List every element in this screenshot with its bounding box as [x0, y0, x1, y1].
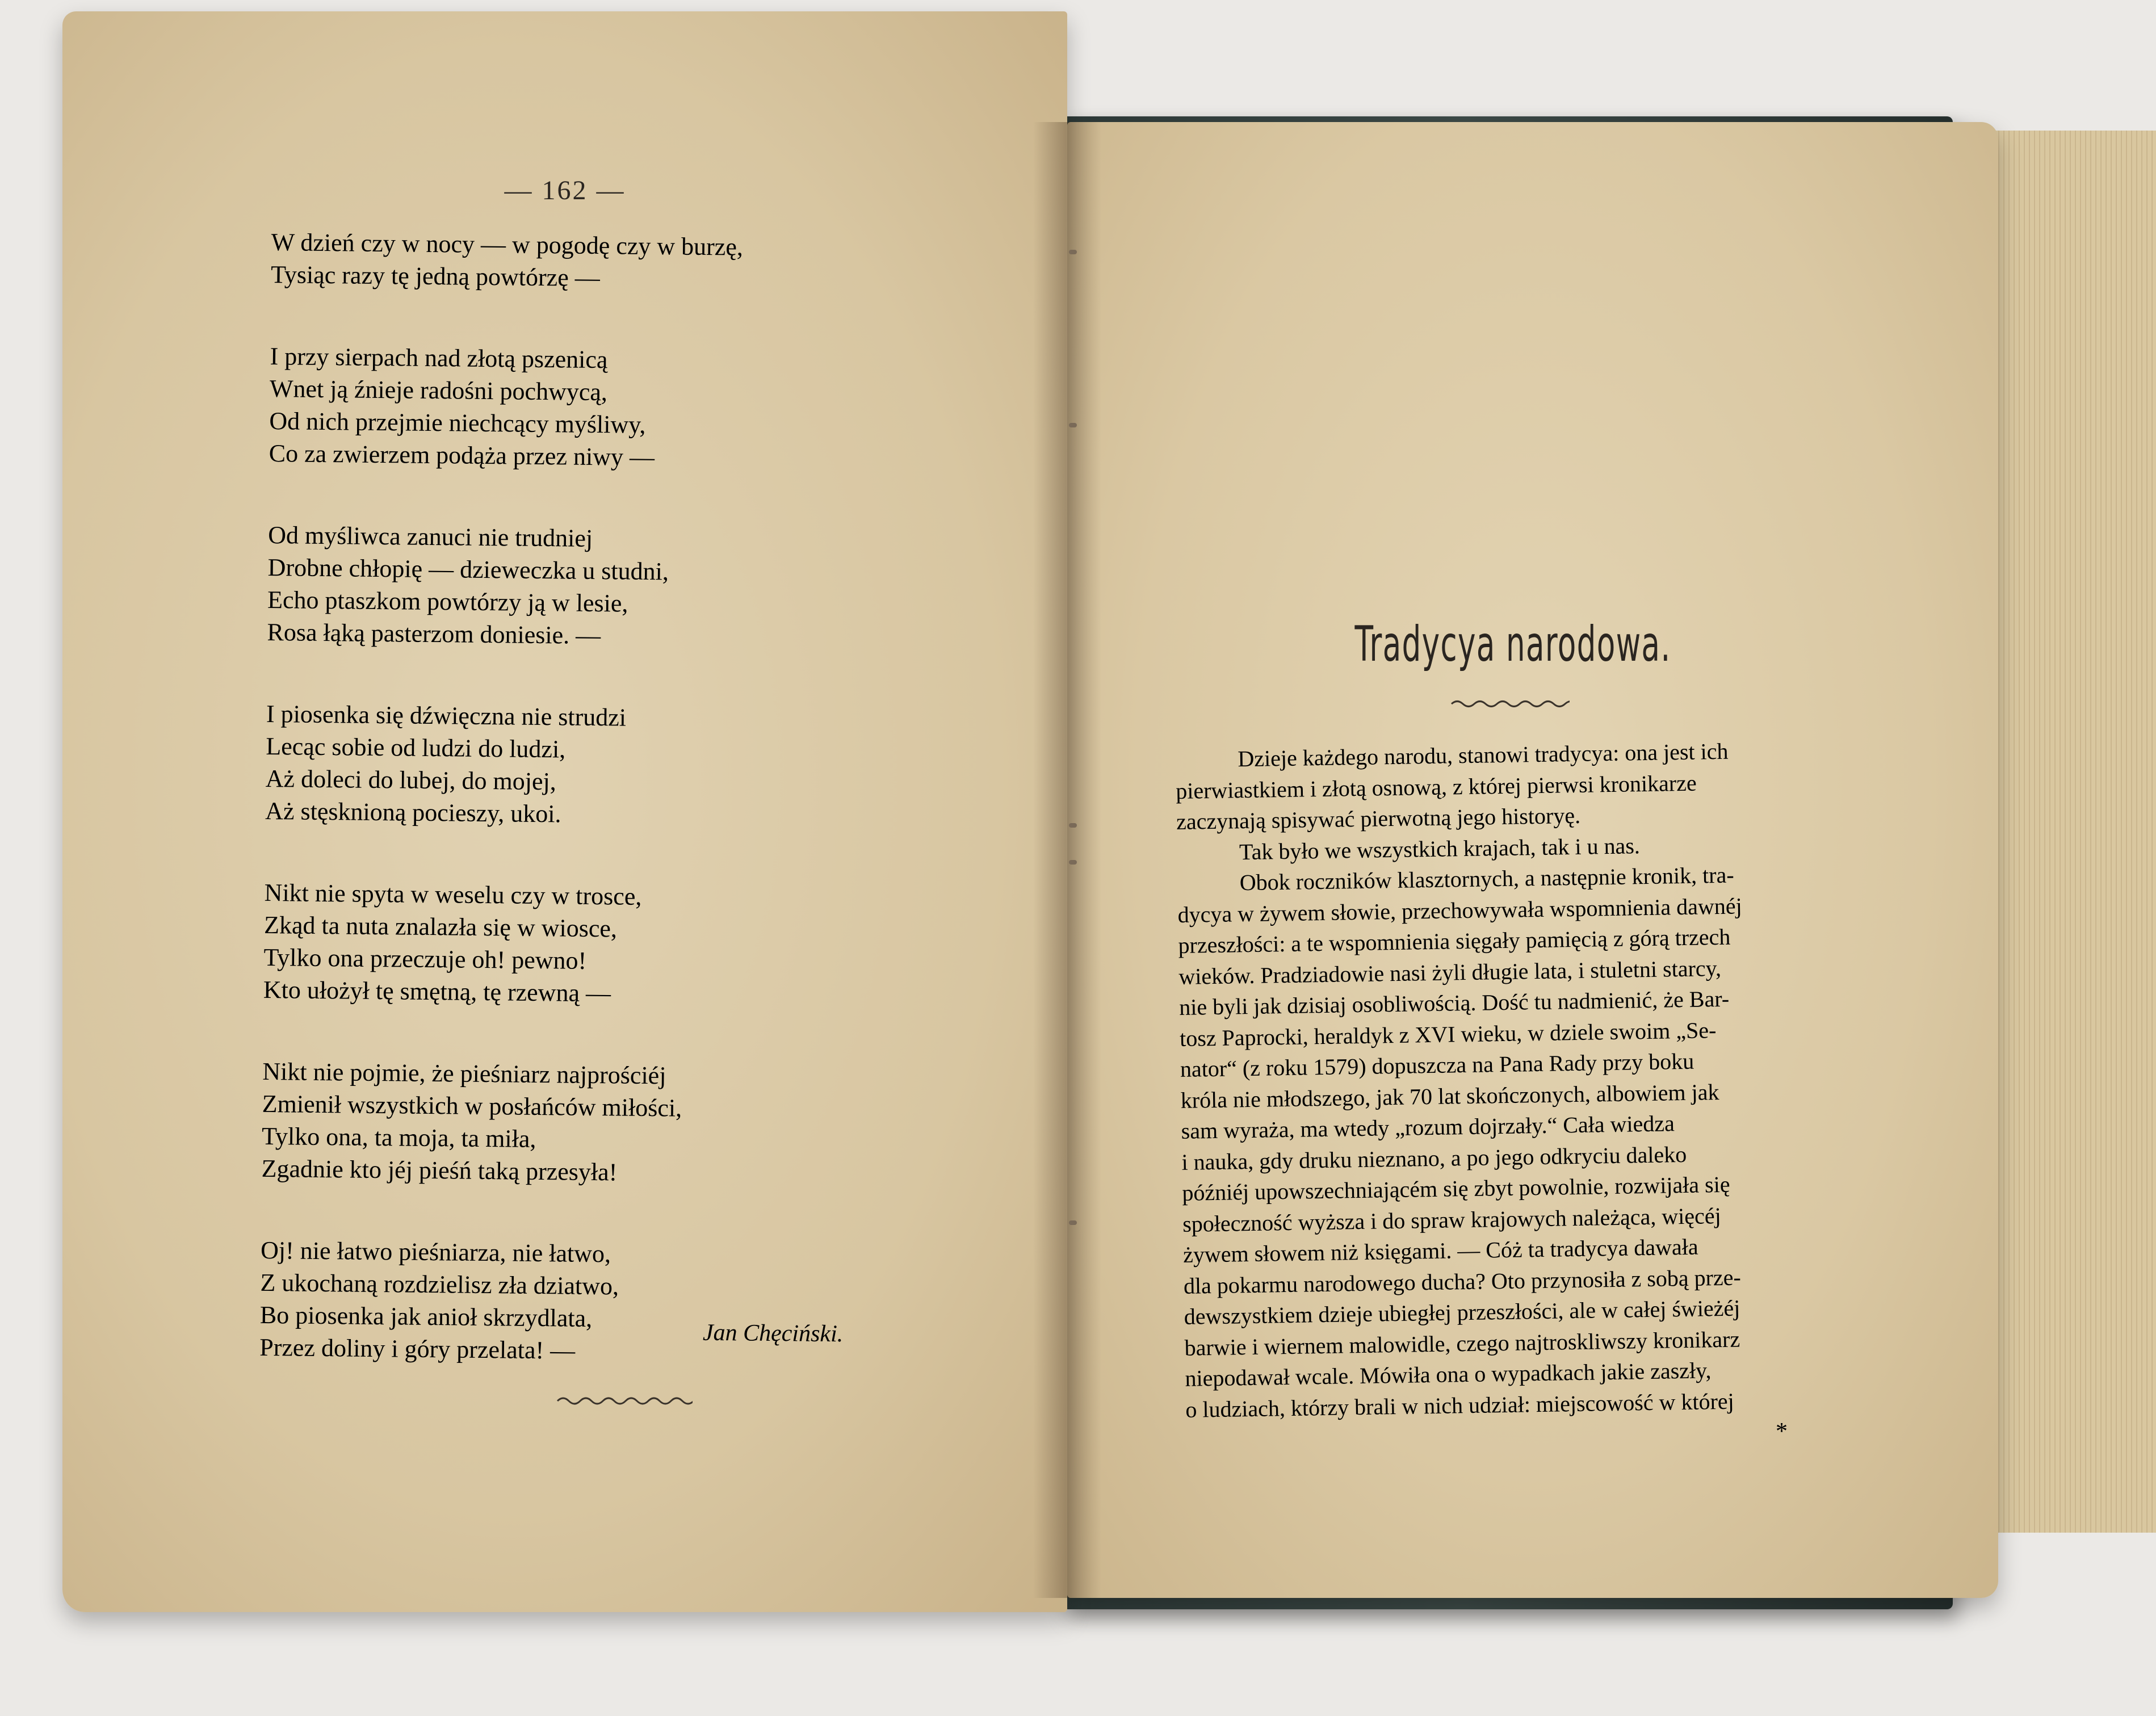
- paragraph-line: tosz Paprocki, heraldyk z XVI wieku, w dziele swoim „Se-: [1179, 1017, 1717, 1051]
- binding-stitch: [1069, 860, 1077, 865]
- paragraph-line: nator“ (z roku 1579) dopuszcza na Pana Rady przy boku: [1180, 1048, 1694, 1082]
- poem: [259, 226, 1009, 1420]
- poem-line: Zgadnie kto jéj pieśń taką przesyła!: [261, 1154, 618, 1186]
- prose: [1175, 731, 2088, 1425]
- poem-line: Tylko ona, ta moja, ta miła,: [261, 1122, 536, 1153]
- paragraph-line: nie byli jak dzisiaj osobliwością. Dość tu nadmienić, że Bar-: [1178, 985, 1730, 1020]
- paragraph-line: i nauka, gdy druku nieznano, a po jego odkryciu daleko: [1181, 1141, 1687, 1175]
- paragraph-line: Obok roczników klasztornych, a następnie kronik, tra-: [1239, 862, 1734, 896]
- poem-line: Aż doleci do lubej, do mojej,: [265, 764, 557, 796]
- binding-stitch: [1069, 423, 1077, 427]
- poem-line: Wnet ją źnieje radośni pochwycą,: [269, 374, 608, 406]
- poem-line: Zmienił wszystkich w posłańców miłości,: [262, 1089, 682, 1122]
- page-number: — 162 —: [504, 175, 626, 205]
- poem-line: Tylko ona przeczuje oh! pewno!: [263, 943, 587, 975]
- paragraph-line: sam wyraża, ma wtedy „rozum dojrzały.“ Cała wiedza: [1181, 1110, 1675, 1144]
- paragraph-line: o ludziach, którzy brali w nich udział: miejscowość w której: [1185, 1388, 1735, 1423]
- book-gutter: [1033, 122, 1101, 1598]
- stanza: [267, 519, 1006, 656]
- stanza: [265, 698, 1004, 835]
- chapter-title: Tradycya narodowa.: [1354, 616, 1671, 673]
- tail-ornament-left: [556, 1394, 693, 1408]
- paragraph-line: króla nie młodszego, jak 70 lat skończonych, albowiem jak: [1180, 1079, 1719, 1113]
- paragraph-line: dycya w żywem słowie, przechowywała wspomnienia dawnéj: [1177, 892, 1743, 928]
- poem-line: Drobne chłopię — dzieweczka u studni,: [267, 553, 669, 586]
- poem-line: Zkąd ta nuta znalazła się w wiosce,: [263, 911, 618, 943]
- poem-line: Tysiąc razy tę jedną powtórzę —: [270, 260, 601, 292]
- poem-line: W dzień czy w nocy — w pogodę czy w burzę,: [271, 228, 744, 261]
- stanza: [259, 1234, 999, 1371]
- poem-line: I przy sierpach nad złotą pszenicą: [270, 342, 608, 374]
- poem-line: Rosa łąką pasterzom doniesie. —: [267, 618, 601, 650]
- poem-line: Nikt nie spyta w weselu czy w trosce,: [264, 878, 642, 911]
- signature-mark: *: [1776, 1419, 1788, 1445]
- paragraph-line: późniéj upowszechniającém się zbyt powolnie, rozwijała się: [1182, 1171, 1730, 1206]
- poem-line: Lecąc sobie od ludzi do ludzi,: [266, 732, 566, 763]
- paragraph-line: wieków. Pradziadowie nasi żyli długie lata, i stuletni starcy,: [1178, 955, 1722, 989]
- paragraph-line: dewszystkiem dzieje ubiegłej przeszłości, ale w całej świeżéj: [1184, 1295, 1740, 1329]
- poem-line: Z ukochaną rozdzielisz zła dziatwo,: [260, 1268, 619, 1300]
- stanza: [271, 226, 1009, 299]
- poem-line: Bo piosenka jak anioł skrzydlata,: [259, 1300, 593, 1333]
- paragraph-line: przeszłości: a te wspomnienia sięgały pamięcią z górą trzech: [1178, 924, 1731, 958]
- poem-line: Echo ptaszkom powtórzy ją w lesie,: [267, 585, 628, 618]
- binding-stitch: [1069, 1220, 1077, 1225]
- binding-stitch: [1069, 823, 1077, 828]
- paragraph-line: Dzieje każdego narodu, stanowi tradycya: ona jest ich: [1238, 738, 1729, 772]
- poem-line: Przez doliny i góry przelata! —: [259, 1333, 576, 1365]
- stanza: [269, 340, 1008, 477]
- binding-stitch: [1069, 250, 1077, 254]
- title-ornament: [1450, 697, 1570, 711]
- paragraph-line: niepodawał wcale. Mówiła ona o wypadkach jakie zaszły,: [1185, 1357, 1712, 1391]
- paragraph-line: pierwiastkiem i złotą osnową, z której pierwsi kronikarze: [1175, 770, 1697, 804]
- stanza: [261, 1055, 1000, 1193]
- poem-line: I piosenka się dźwięczna nie strudzi: [266, 699, 627, 732]
- poem-line: Od nich przejmie niechcący myśliwy,: [269, 406, 646, 439]
- poem-line: Co za zwierzem podąża przez niwy —: [269, 439, 655, 472]
- poem-line: Oj! nie łatwo pieśniarza, nie łatwo,: [260, 1236, 611, 1268]
- poem-line: Nikt nie pojmie, że pieśniarz najprościéj: [262, 1057, 666, 1090]
- paragraph-line: żywem słowem niż księgami. — Cóż ta tradycya dawała: [1182, 1233, 1698, 1268]
- paragraph-line: zaczynają spisywać pierwotną jego historyę.: [1176, 802, 1581, 834]
- paragraph-line: dla pokarmu narodowego ducha? Oto przynosiła z sobą prze-: [1183, 1264, 1742, 1299]
- poem-line: Aż stęsknioną pocieszy, ukoi.: [265, 796, 561, 828]
- paragraph-line: barwie i wiernem malowidle, czego najtroskliwszy kronikarz: [1184, 1326, 1740, 1361]
- paragraph-line: społeczność wyższa i do spraw krajowych należąca, więcéj: [1182, 1202, 1721, 1237]
- stanza: [263, 876, 1003, 1014]
- poem-line: Kto ułożył tę smętną, tę rzewną —: [263, 975, 611, 1008]
- paragraph-line: Tak było we wszystkich krajach, tak i u nas.: [1239, 832, 1641, 865]
- poem-author: Jan Chęciński.: [702, 1319, 844, 1348]
- poem-line: Od myśliwca zanuci nie trudniej: [268, 521, 593, 552]
